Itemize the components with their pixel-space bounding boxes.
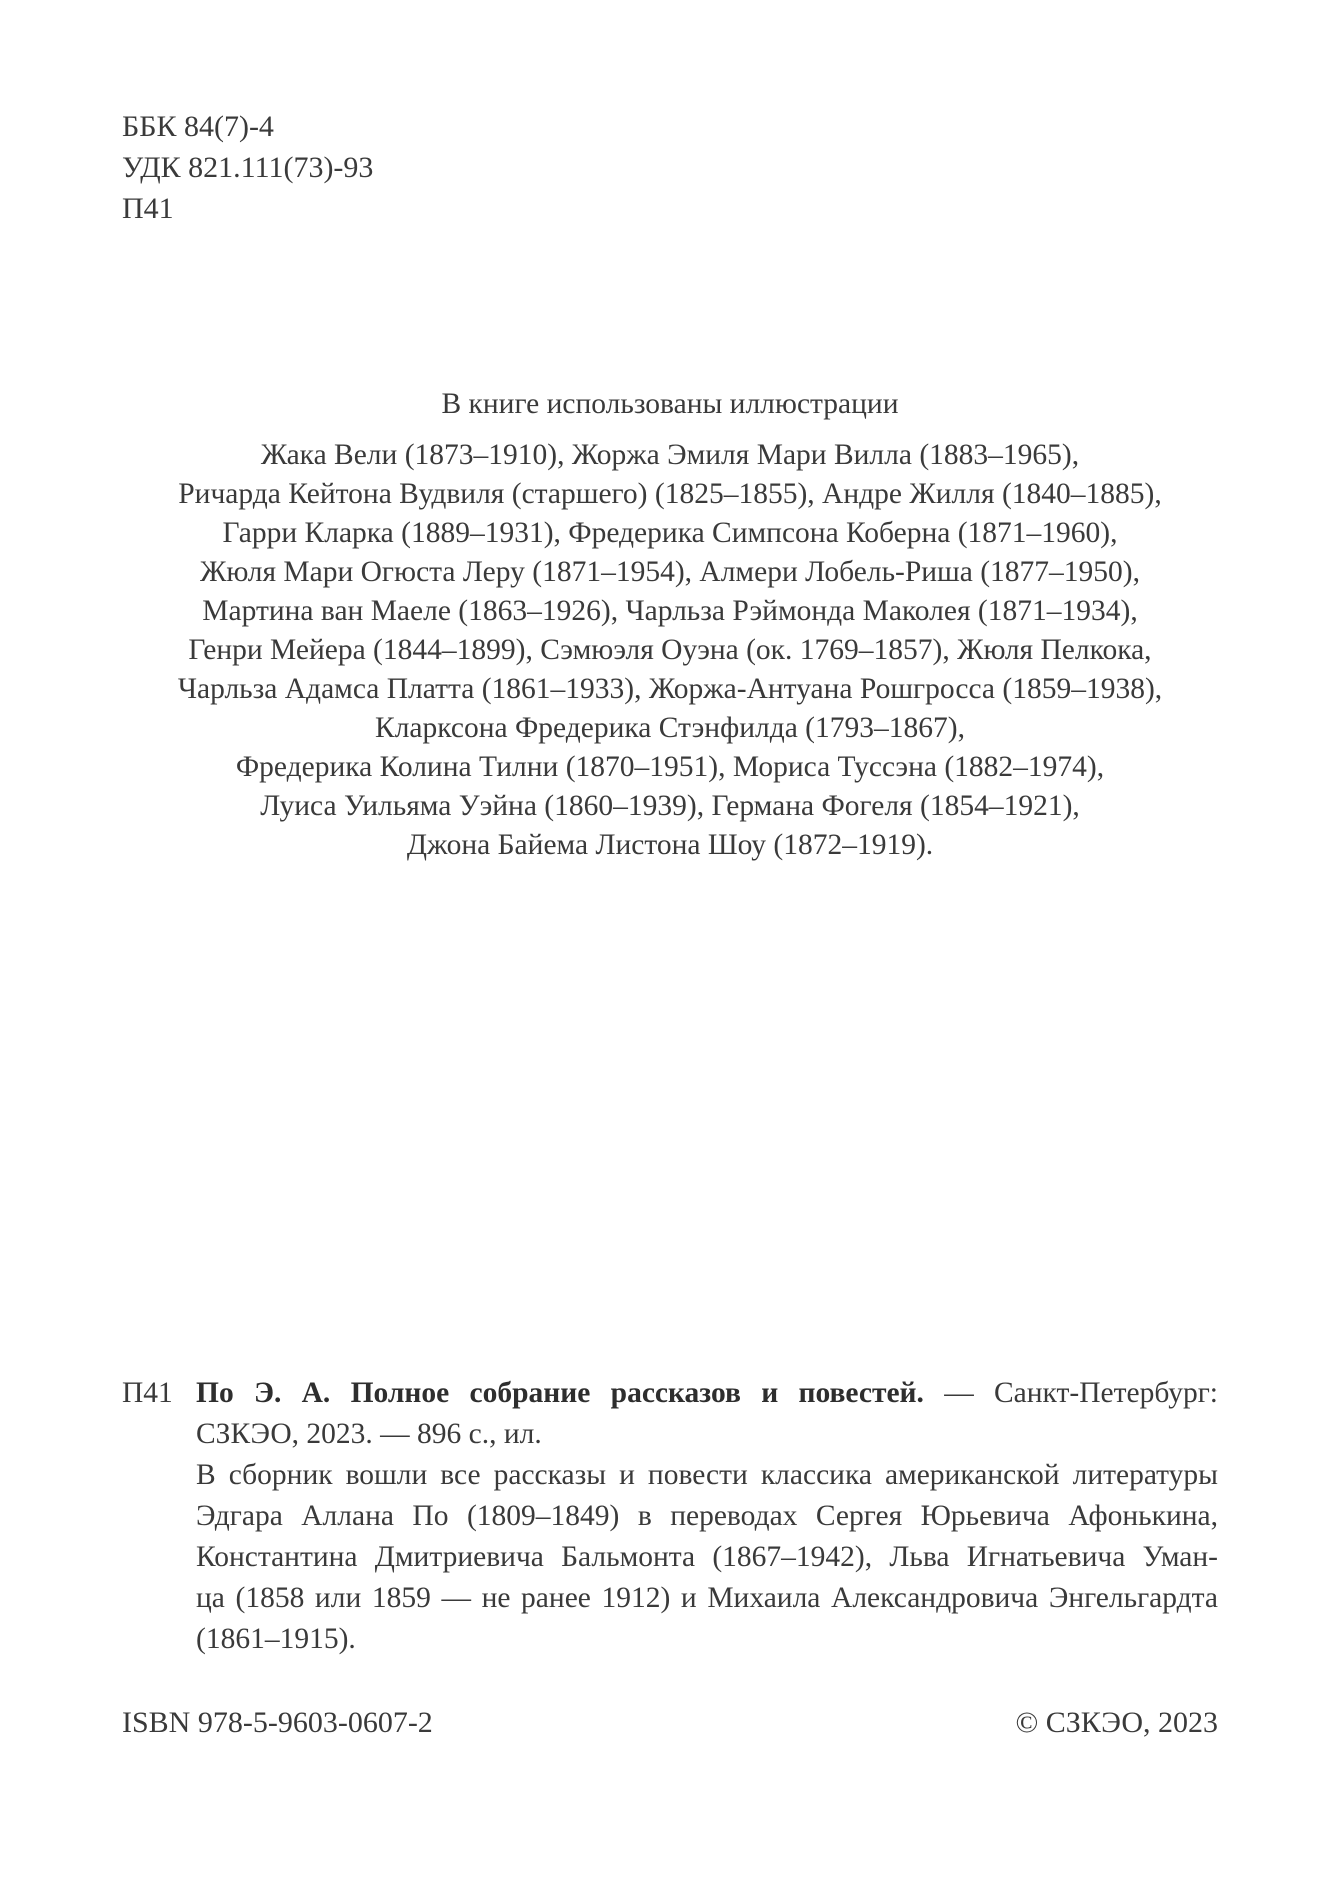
illustrations-line: Ричарда Кейтона Вудвиля (старшего) (1825–1855), Андре Жилля (1840–1885),	[178, 478, 1162, 510]
author-mark: П41	[122, 192, 174, 225]
copyright: © СЗКЭО, 2023	[1015, 1706, 1218, 1739]
catalog-publisher-place: — Санкт-Петербург:	[944, 1377, 1219, 1409]
catalog-body	[196, 1373, 1218, 1660]
illustrations-credits	[140, 384, 1200, 865]
illustrations-line: Гарри Кларка (1889–1931), Фредерика Симпсона Коберна (1871–1960),	[222, 517, 1118, 549]
isbn: ISBN 978-5-9603-0607-2	[122, 1706, 433, 1739]
illustrations-line: Жюля Мари Огюста Леру (1871–1954), Алмери Лобель-Риша (1877–1950),	[199, 556, 1140, 588]
catalog-description-line: (1861–1915).	[196, 1623, 356, 1655]
illustrations-heading: В книге использованы иллюстрации	[441, 388, 899, 420]
illustrations-line: Джона Байема Листона Шоу (1872–1919).	[406, 829, 934, 861]
catalog-description-line: В сборник вошли все рассказы и повести классика американской литературы	[196, 1459, 1218, 1491]
illustrations-line: Кларксона Фредерика Стэнфилда (1793–1867),	[375, 712, 965, 744]
catalog-description-line: ца (1858 или 1859 — не ранее 1912) и Михаила Александровича Энгельгардта	[196, 1582, 1218, 1614]
illustrations-line: Генри Мейера (1844–1899), Сэмюэля Оуэна (ок. 1769–1857), Жюля Пелкока,	[188, 634, 1152, 666]
illustrations-line: Фредерика Колина Тилни (1870–1951), Мориса Туссэна (1882–1974),	[235, 751, 1105, 783]
catalog-bold-title: По Э. А. Полное собрание рассказов и повестей.	[196, 1377, 924, 1409]
illustrations-line: Луиса Уильяма Уэйна (1860–1939), Германа Фогеля (1854–1921),	[260, 790, 1080, 822]
catalog-entry	[122, 1373, 1218, 1660]
illustrations-line: Чарльза Адамса Платта (1861–1933), Жоржа-Антуана Рошгросса (1859–1938),	[177, 673, 1163, 705]
udk-code: УДК 821.111(73)-93	[122, 151, 374, 184]
illustrations-line: Мартина ван Маеле (1863–1926), Чарльза Рэймонда Маколея (1871–1934),	[202, 595, 1138, 627]
bbk-code: ББК 84(7)-4	[122, 110, 274, 143]
classification-codes	[122, 106, 373, 229]
catalog-title-line	[196, 1373, 1218, 1414]
catalog-description-line: Эдгара Аллана По (1809–1849) в переводах Сергея Юрьевича Афонькина,	[196, 1500, 1218, 1532]
catalog-publisher-line: СЗКЭО, 2023. — 896 с., ил.	[196, 1418, 542, 1450]
illustrations-line: Жака Вели (1873–1910), Жоржа Эмиля Мари Вилла (1883–1965),	[260, 439, 1080, 471]
catalog-description-line: Константина Дмитриевича Бальмонта (1867–1942), Льва Игнатьевича Уман-	[196, 1541, 1218, 1573]
catalog-index: П41	[122, 1377, 173, 1409]
